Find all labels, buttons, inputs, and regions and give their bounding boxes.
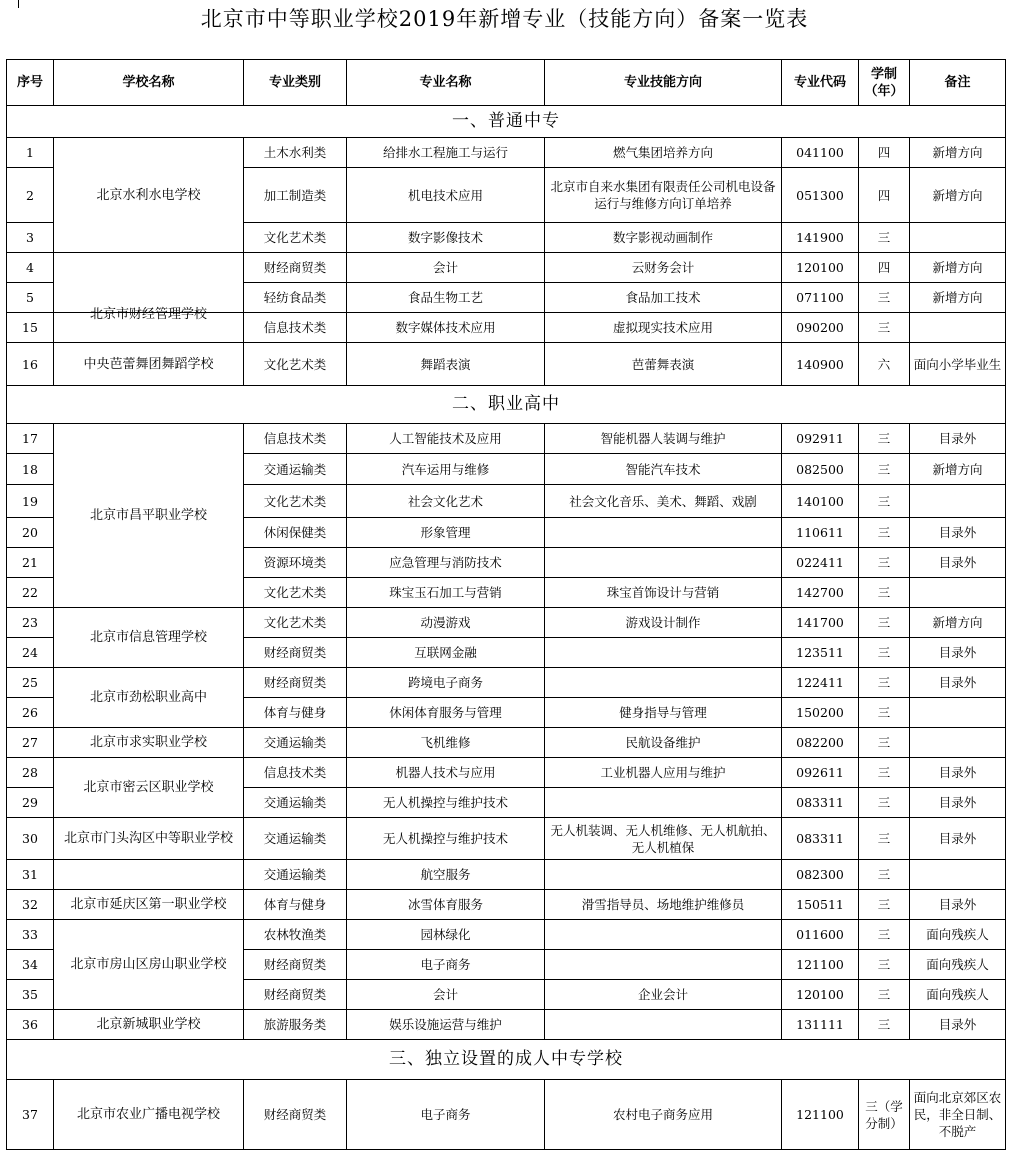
cell-direction: 虚拟现实技术应用 [545, 313, 782, 343]
cell-direction [545, 860, 782, 890]
cell-major: 跨境电子商务 [347, 668, 545, 698]
cell-years: 四 [859, 138, 910, 168]
cell-years: 四 [859, 168, 910, 223]
cell-major: 数字媒体技术应用 [347, 313, 545, 343]
cell-code: 082300 [782, 860, 859, 890]
cell-code: 121100 [782, 950, 859, 980]
cell-category: 财经商贸类 [244, 638, 347, 668]
cell-school: 北京市房山区房山职业学校 [54, 920, 244, 1010]
cell-years: 四 [859, 253, 910, 283]
cell-note [910, 698, 1006, 728]
cell-code: 120100 [782, 253, 859, 283]
cell-seq: 36 [7, 1010, 54, 1040]
cell-seq: 37 [7, 1080, 54, 1150]
cell-note: 新增方向 [910, 608, 1006, 638]
cell-seq: 32 [7, 890, 54, 920]
cell-direction: 智能汽车技术 [545, 454, 782, 485]
table-row [7, 668, 1006, 698]
cell-direction [545, 1010, 782, 1040]
cell-seq: 17 [7, 424, 54, 454]
cell-direction: 社会文化音乐、美术、舞蹈、戏剧 [545, 485, 782, 518]
cell-category: 财经商贸类 [244, 668, 347, 698]
cell-years: 三 [859, 485, 910, 518]
cell-direction [545, 668, 782, 698]
section-row [7, 1040, 1006, 1080]
school-name-clipped: 北京市财经管理学校 [89, 307, 207, 322]
cell-direction [545, 548, 782, 578]
cell-direction: 食品加工技术 [545, 283, 782, 313]
header-direction: 专业技能方向 [545, 60, 782, 106]
cell-note: 面向残疾人 [910, 950, 1006, 980]
cell-years: 三 [859, 223, 910, 253]
cell-years: 三 [859, 980, 910, 1010]
cell-category: 财经商贸类 [244, 1080, 347, 1150]
cell-seq: 1 [7, 138, 54, 168]
header-major: 专业名称 [347, 60, 545, 106]
cell-category: 轻纺食品类 [244, 283, 347, 313]
cell-major: 无人机操控与维护技术 [347, 818, 545, 860]
cell-years: 三 [859, 1010, 910, 1040]
cell-note [910, 485, 1006, 518]
section-heading: 三、独立设置的成人中专学校 [7, 1040, 1006, 1080]
cell-code: 131111 [782, 1010, 859, 1040]
cell-major: 会计 [347, 253, 545, 283]
cell-school: 中央芭蕾舞团舞蹈学校 [54, 343, 244, 386]
cell-category: 交通运输类 [244, 818, 347, 860]
cell-seq: 5 [7, 283, 54, 313]
cell-category: 财经商贸类 [244, 253, 347, 283]
cell-major: 娱乐设施运营与维护 [347, 1010, 545, 1040]
cell-note [910, 313, 1006, 343]
cell-seq: 24 [7, 638, 54, 668]
cell-category: 财经商贸类 [244, 980, 347, 1010]
cell-note: 面向小学毕业生 [910, 343, 1006, 386]
cell-years: 三 [859, 608, 910, 638]
table-row [7, 608, 1006, 638]
cell-note [910, 860, 1006, 890]
cell-note: 目录外 [910, 518, 1006, 548]
cell-school: 北京市求实职业学校 [54, 728, 244, 758]
cell-major: 动漫游戏 [347, 608, 545, 638]
cell-category: 休闲保健类 [244, 518, 347, 548]
cell-direction: 数字影视动画制作 [545, 223, 782, 253]
cell-major: 应急管理与消防技术 [347, 548, 545, 578]
cell-years: 三 [859, 518, 910, 548]
table-row [7, 890, 1006, 920]
cell-school [54, 253, 244, 322]
cell-category: 文化艺术类 [244, 578, 347, 608]
cell-major: 舞蹈表演 [347, 343, 545, 386]
cell-direction: 无人机装调、无人机维修、无人机航拍、无人机植保 [545, 818, 782, 860]
cell-code: 092611 [782, 758, 859, 788]
cell-years: 三 [859, 950, 910, 980]
cell-seq: 30 [7, 818, 54, 860]
table-row [7, 424, 1006, 454]
cell-seq: 21 [7, 548, 54, 578]
cell-direction: 企业会计 [545, 980, 782, 1010]
cell-school: 北京市劲松职业高中 [54, 668, 244, 728]
cell-note: 目录外 [910, 1010, 1006, 1040]
cell-code: 110611 [782, 518, 859, 548]
header-row [7, 60, 1006, 106]
cell-years: 三 [859, 728, 910, 758]
cell-major: 汽车运用与维修 [347, 454, 545, 485]
header-years [859, 60, 910, 106]
cell-category: 文化艺术类 [244, 608, 347, 638]
cell-years: 三 [859, 313, 910, 343]
cell-code: 150511 [782, 890, 859, 920]
cell-seq: 18 [7, 454, 54, 485]
cell-direction [545, 950, 782, 980]
cell-code: 071100 [782, 283, 859, 313]
cell-note [910, 728, 1006, 758]
cell-seq: 25 [7, 668, 54, 698]
cell-seq: 3 [7, 223, 54, 253]
table-row [7, 920, 1006, 950]
cell-years: 三 [859, 860, 910, 890]
cell-code: 121100 [782, 1080, 859, 1150]
cell-category: 交通运输类 [244, 728, 347, 758]
cell-school: 北京市信息管理学校 [54, 608, 244, 668]
page-title: 北京市中等职业学校2019年新增专业（技能方向）备案一览表 [200, 7, 809, 31]
section-heading: 二、职业高中 [7, 386, 1006, 424]
cell-note: 目录外 [910, 788, 1006, 818]
cell-category: 财经商贸类 [244, 950, 347, 980]
cell-code: 011600 [782, 920, 859, 950]
cell-code: 120100 [782, 980, 859, 1010]
cell-major: 人工智能技术及应用 [347, 424, 545, 454]
cell-major: 飞机维修 [347, 728, 545, 758]
cell-note: 目录外 [910, 638, 1006, 668]
cell-major: 休闲体育服务与管理 [347, 698, 545, 728]
cell-code: 140100 [782, 485, 859, 518]
cell-years: 三 [859, 283, 910, 313]
cell-years: 三（学分制） [859, 1080, 910, 1150]
cell-direction [545, 518, 782, 548]
cell-note: 目录外 [910, 424, 1006, 454]
cell-direction [545, 920, 782, 950]
cell-major: 园林绿化 [347, 920, 545, 950]
cell-code: 140900 [782, 343, 859, 386]
cell-major: 社会文化艺术 [347, 485, 545, 518]
cell-note: 目录外 [910, 548, 1006, 578]
cell-note: 目录外 [910, 758, 1006, 788]
cell-note: 面向残疾人 [910, 980, 1006, 1010]
cell-direction: 农村电子商务应用 [545, 1080, 782, 1150]
table-row [7, 253, 1006, 283]
table-row [7, 343, 1006, 386]
cell-years: 三 [859, 638, 910, 668]
cell-direction: 燃气集团培养方向 [545, 138, 782, 168]
cell-code: 022411 [782, 548, 859, 578]
cell-school: 北京市密云区职业学校 [54, 758, 244, 818]
table-row [7, 728, 1006, 758]
cell-code: 082200 [782, 728, 859, 758]
section-row [7, 106, 1006, 138]
cell-direction: 北京市自来水集团有限责任公司机电设备运行与维修方向订单培养 [545, 168, 782, 223]
cell-major: 电子商务 [347, 1080, 545, 1150]
cell-seq: 22 [7, 578, 54, 608]
cell-seq: 16 [7, 343, 54, 386]
cell-direction: 智能机器人装调与维护 [545, 424, 782, 454]
cell-seq: 23 [7, 608, 54, 638]
cell-note: 新增方向 [910, 454, 1006, 485]
cell-category: 文化艺术类 [244, 343, 347, 386]
cell-code: 141900 [782, 223, 859, 253]
table-row [7, 860, 1006, 890]
cell-direction: 健身指导与管理 [545, 698, 782, 728]
cell-category: 体育与健身 [244, 890, 347, 920]
cell-code: 083311 [782, 818, 859, 860]
cell-major: 互联网金融 [347, 638, 545, 668]
cell-note: 面向北京郊区农民，非全日制、不脱产 [910, 1080, 1006, 1150]
cell-note: 新增方向 [910, 168, 1006, 223]
cell-direction: 云财务会计 [545, 253, 782, 283]
cell-school: 北京市农业广播电视学校 [54, 1080, 244, 1150]
cell-school: 北京市门头沟区中等职业学校 [54, 818, 244, 860]
cell-category: 文化艺术类 [244, 223, 347, 253]
cell-note: 新增方向 [910, 253, 1006, 283]
cell-code: 141700 [782, 608, 859, 638]
cell-years: 六 [859, 343, 910, 386]
cell-code: 150200 [782, 698, 859, 728]
section-row [7, 386, 1006, 424]
cell-years: 三 [859, 698, 910, 728]
cell-years: 三 [859, 920, 910, 950]
cell-category: 文化艺术类 [244, 485, 347, 518]
cell-years: 三 [859, 788, 910, 818]
cell-seq: 31 [7, 860, 54, 890]
cell-direction: 游戏设计制作 [545, 608, 782, 638]
cell-category: 信息技术类 [244, 424, 347, 454]
header-years-line2: （年） [864, 83, 904, 99]
cell-seq: 2 [7, 168, 54, 223]
cell-code: 123511 [782, 638, 859, 668]
table-row [7, 1080, 1006, 1150]
cell-seq: 15 [7, 313, 54, 343]
cell-school: 北京市昌平职业学校 [54, 424, 244, 608]
cell-years: 三 [859, 424, 910, 454]
cell-direction [545, 638, 782, 668]
cell-major: 给排水工程施工与运行 [347, 138, 545, 168]
cell-note: 新增方向 [910, 283, 1006, 313]
cell-note: 目录外 [910, 818, 1006, 860]
cell-category: 信息技术类 [244, 758, 347, 788]
cell-major: 形象管理 [347, 518, 545, 548]
cell-note: 面向残疾人 [910, 920, 1006, 950]
table-row [7, 818, 1006, 860]
cell-major: 数字影像技术 [347, 223, 545, 253]
cell-direction: 珠宝首饰设计与营销 [545, 578, 782, 608]
cell-direction [545, 788, 782, 818]
cell-seq: 28 [7, 758, 54, 788]
cell-seq: 33 [7, 920, 54, 950]
cell-seq: 26 [7, 698, 54, 728]
cell-major: 冰雪体育服务 [347, 890, 545, 920]
cell-direction: 民航设备维护 [545, 728, 782, 758]
cell-years: 三 [859, 454, 910, 485]
cell-note: 新增方向 [910, 138, 1006, 168]
cell-category: 交通运输类 [244, 860, 347, 890]
cell-direction: 芭蕾舞表演 [545, 343, 782, 386]
cell-category: 交通运输类 [244, 788, 347, 818]
cell-major: 无人机操控与维护技术 [347, 788, 545, 818]
cell-direction: 滑雪指导员、场地维护维修员 [545, 890, 782, 920]
header-category: 专业类别 [244, 60, 347, 106]
table-row [7, 758, 1006, 788]
cell-major: 航空服务 [347, 860, 545, 890]
cell-years: 三 [859, 818, 910, 860]
section-heading: 一、普通中专 [7, 106, 1006, 138]
cell-years: 三 [859, 578, 910, 608]
cell-school [54, 860, 244, 890]
cell-seq: 20 [7, 518, 54, 548]
cell-code: 041100 [782, 138, 859, 168]
cell-years: 三 [859, 758, 910, 788]
registration-table [6, 59, 1006, 1150]
header-code: 专业代码 [782, 60, 859, 106]
cell-category: 加工制造类 [244, 168, 347, 223]
cell-seq: 29 [7, 788, 54, 818]
header-school: 学校名称 [54, 60, 244, 106]
cell-major: 珠宝玉石加工与营销 [347, 578, 545, 608]
cell-school: 北京新城职业学校 [54, 1010, 244, 1040]
cell-note: 目录外 [910, 668, 1006, 698]
cell-code: 083311 [782, 788, 859, 818]
cell-code: 142700 [782, 578, 859, 608]
header-seq: 序号 [7, 60, 54, 106]
cell-note [910, 223, 1006, 253]
cell-major: 会计 [347, 980, 545, 1010]
cell-category: 信息技术类 [244, 313, 347, 343]
cell-seq: 35 [7, 980, 54, 1010]
cell-seq: 34 [7, 950, 54, 980]
cell-category: 旅游服务类 [244, 1010, 347, 1040]
cell-note: 目录外 [910, 890, 1006, 920]
cell-code: 090200 [782, 313, 859, 343]
cell-years: 三 [859, 548, 910, 578]
cell-school: 北京市延庆区第一职业学校 [54, 890, 244, 920]
cell-major: 食品生物工艺 [347, 283, 545, 313]
header-years-line1: 学制 [870, 66, 897, 82]
cell-major: 电子商务 [347, 950, 545, 980]
cell-category: 交通运输类 [244, 454, 347, 485]
cell-category: 农林牧渔类 [244, 920, 347, 950]
table-row [7, 138, 1006, 168]
cell-note [910, 578, 1006, 608]
cell-code: 122411 [782, 668, 859, 698]
cell-major: 机电技术应用 [347, 168, 545, 223]
cell-years: 三 [859, 890, 910, 920]
cell-seq: 27 [7, 728, 54, 758]
cell-code: 051300 [782, 168, 859, 223]
cell-major: 机器人技术与应用 [347, 758, 545, 788]
cell-years: 三 [859, 668, 910, 698]
cell-seq: 19 [7, 485, 54, 518]
cell-code: 092911 [782, 424, 859, 454]
cell-category: 土木水利类 [244, 138, 347, 168]
cell-direction: 工业机器人应用与维护 [545, 758, 782, 788]
cell-seq: 4 [7, 253, 54, 283]
table-row [7, 1010, 1006, 1040]
cell-category: 体育与健身 [244, 698, 347, 728]
cell-school: 北京水利水电学校 [54, 138, 244, 253]
cell-category: 资源环境类 [244, 548, 347, 578]
header-note: 备注 [910, 60, 1006, 106]
cell-code: 082500 [782, 454, 859, 485]
